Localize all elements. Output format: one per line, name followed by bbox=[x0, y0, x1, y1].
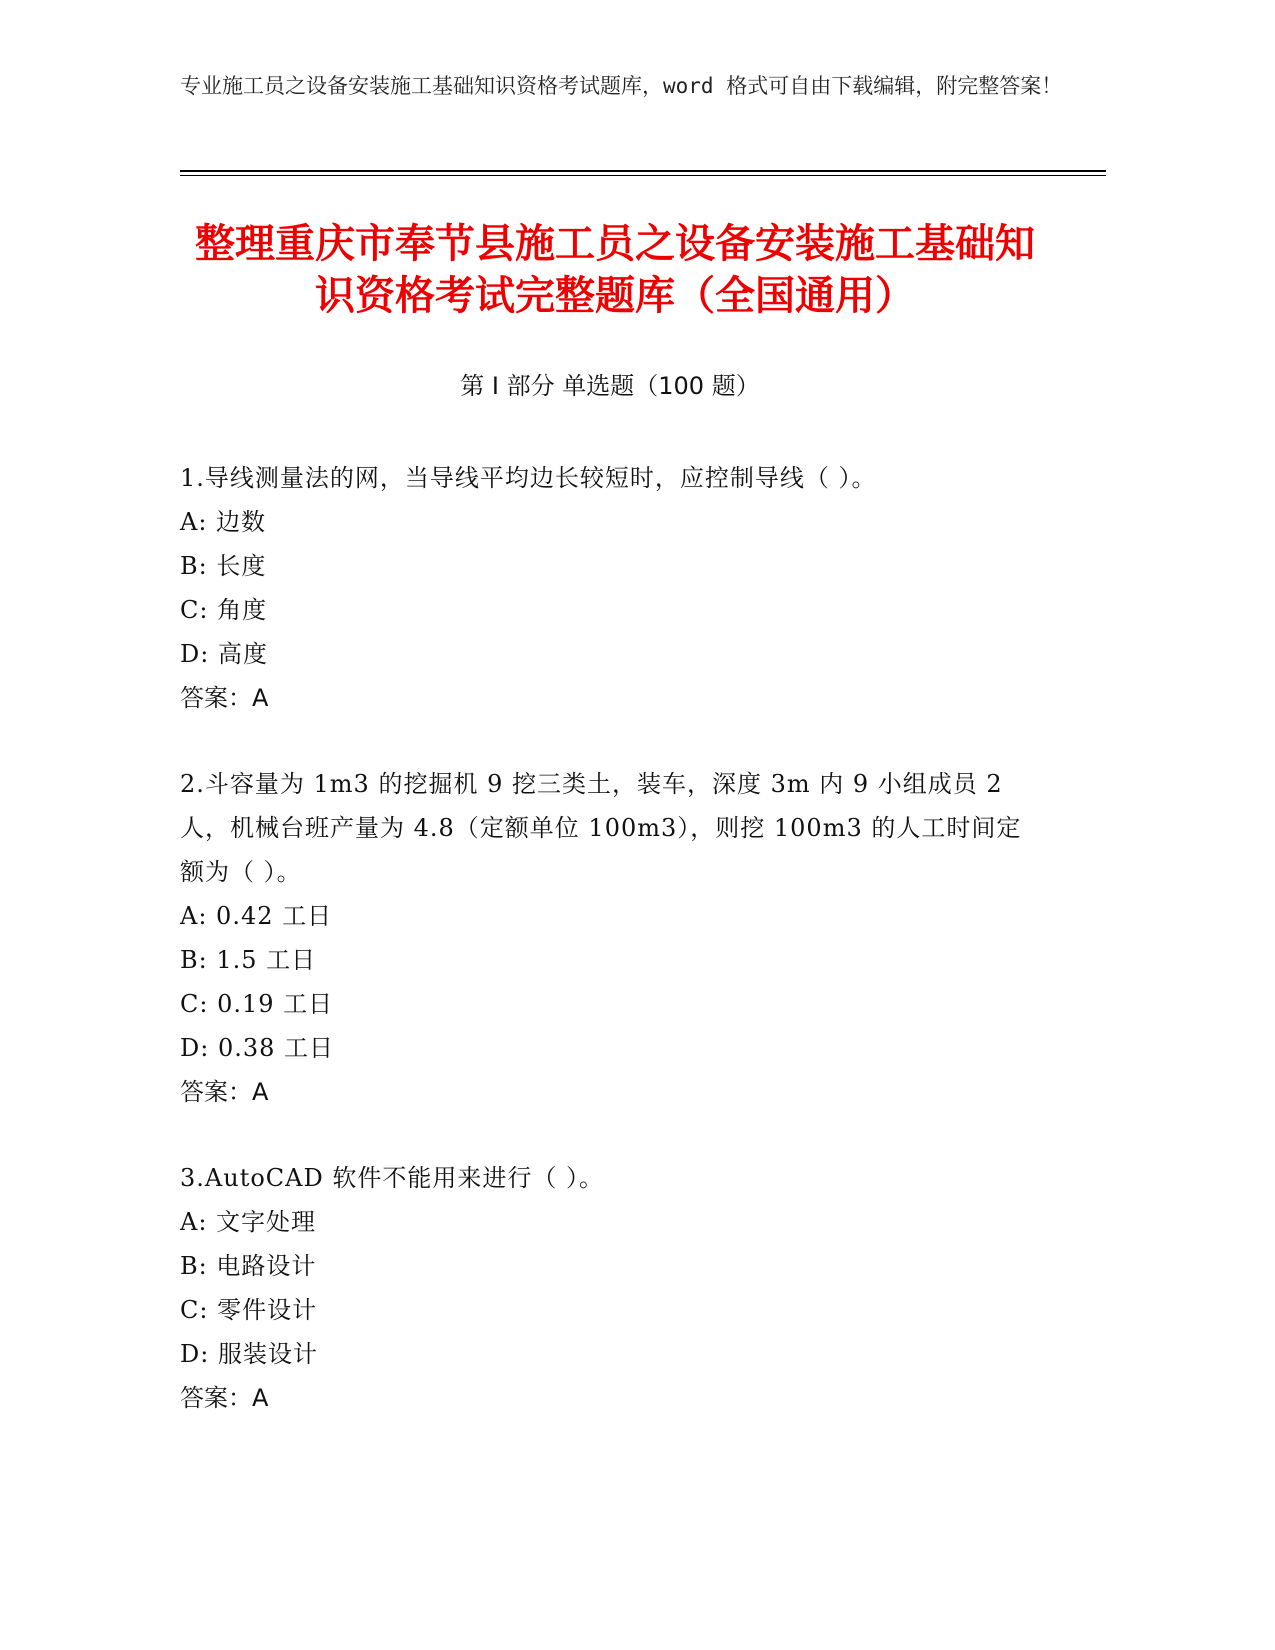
question-stem: 1.导线测量法的网，当导线平均边长较短时，应控制导线（ ）。 bbox=[180, 464, 877, 492]
question-2 bbox=[180, 762, 1040, 1114]
option-b: B: 1.5 工日 bbox=[180, 946, 317, 974]
answer-line: 答案：A bbox=[180, 684, 269, 712]
question-stem: 3.AutoCAD 软件不能用来进行（ ）。 bbox=[180, 1164, 604, 1192]
header-divider-thin bbox=[180, 175, 1106, 176]
question-1 bbox=[180, 456, 1040, 720]
option-a: A: 0.42 工日 bbox=[180, 902, 333, 930]
option-b: B: 长度 bbox=[180, 552, 267, 580]
question-list bbox=[180, 456, 1040, 1462]
option-c: C: 零件设计 bbox=[180, 1296, 318, 1324]
answer-line: 答案：A bbox=[180, 1384, 269, 1412]
header-note: 专业施工员之设备安装施工基础知识资格考试题库，word 格式可自由下载编辑，附完整答案！ bbox=[180, 74, 1063, 98]
option-c: C: 0.19 工日 bbox=[180, 990, 334, 1018]
option-a: A: 文字处理 bbox=[180, 1208, 317, 1236]
answer-line: 答案：A bbox=[180, 1078, 269, 1106]
question-3 bbox=[180, 1156, 1040, 1420]
option-b: B: 电路设计 bbox=[180, 1252, 317, 1280]
option-a: A: 边数 bbox=[180, 508, 267, 536]
option-c: C: 角度 bbox=[180, 596, 268, 624]
section-heading: 第 I 部分 单选题（100 题） bbox=[460, 372, 760, 400]
option-d: D: 高度 bbox=[180, 640, 268, 668]
option-d: D: 服装设计 bbox=[180, 1340, 318, 1368]
option-d: D: 0.38 工日 bbox=[180, 1034, 335, 1062]
header-divider-thick bbox=[180, 170, 1106, 172]
document-title: 整理重庆市奉节县施工员之设备安装施工基础知识资格考试完整题库（全国通用） bbox=[195, 221, 1035, 319]
question-stem: 2.斗容量为 1m3 的挖掘机 9 挖三类土，装车，深度 3m 内 9 小组成员 2 人，机械台班产量为 4.8（定额单位 100m3），则挖 100m3 的人工时间定额为（ ）。 bbox=[180, 770, 1022, 886]
